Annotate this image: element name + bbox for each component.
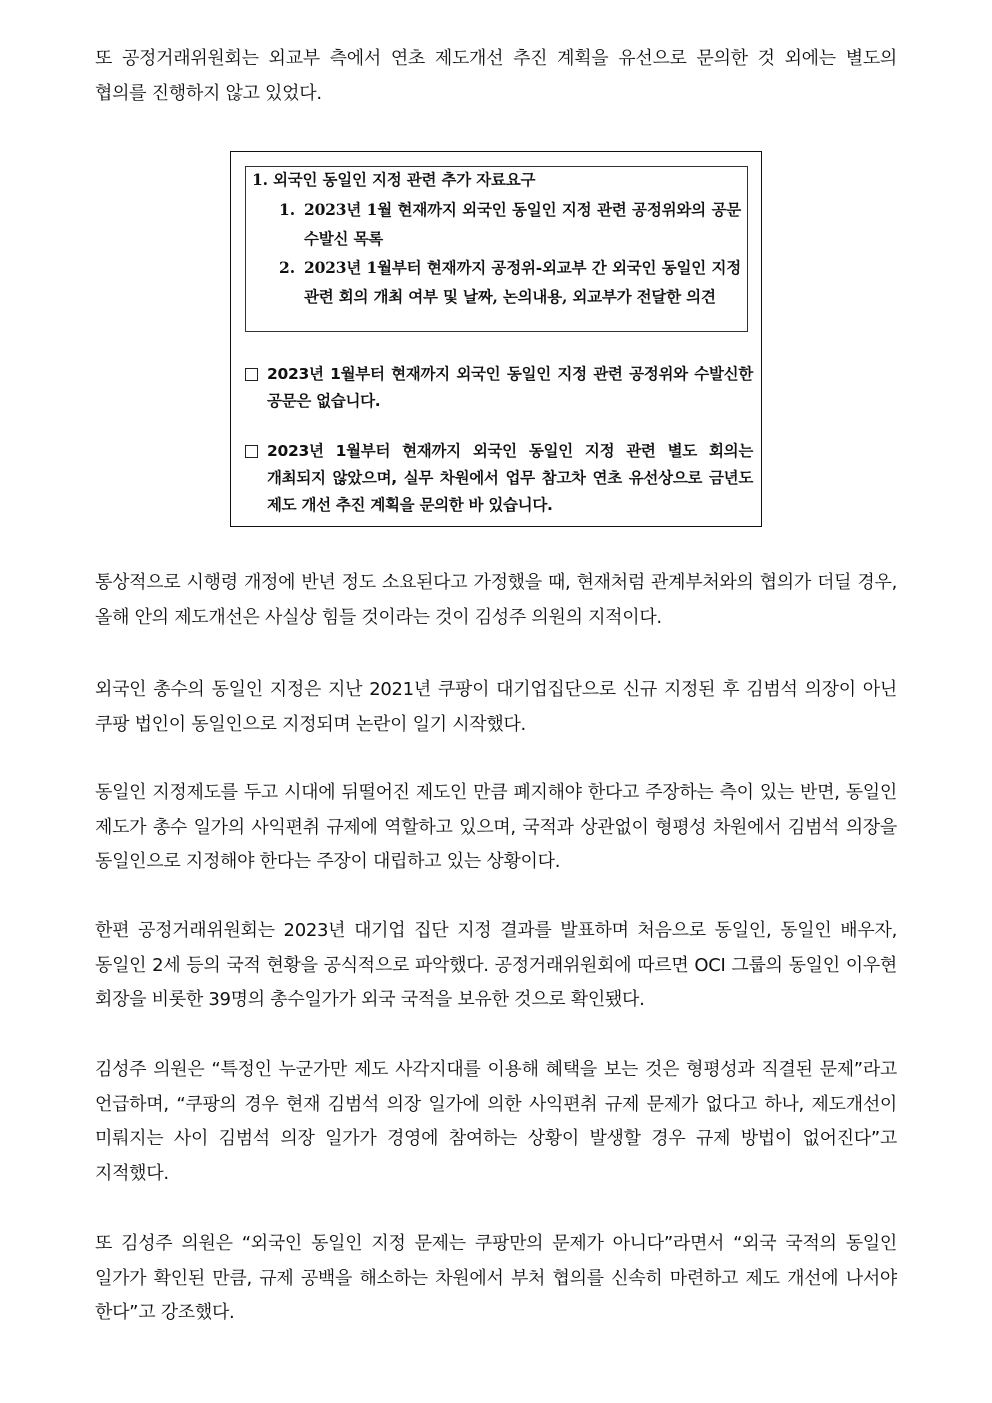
data-request-item-text: 2023년 1월부터 현재까지 공정위-외교부 간 외국인 동일인 지정 관련 회의 개최 여부 및 날짜, 논의내용, 외교부가 전달한 의견	[304, 258, 741, 306]
paragraph-timeline: 통상적으로 시행령 개정에 반년 정도 소요된다고 가정했을 때, 현재처럼 관계부처와의 협의가 더딜 경우, 올해 안의 제도개선은 사실상 힘들 것이라는 것이 김성주 의원의 지적이다.	[95, 572, 897, 628]
checkbox-square-icon	[245, 445, 258, 458]
checkbox-square-icon	[245, 368, 258, 381]
paragraph-intro: 또 공정거래위원회는 외교부 측에서 연초 제도개선 추진 계획을 유선으로 문의한 것 외에는 별도의 협의를 진행하지 않고 있었다.	[95, 48, 897, 104]
data-request-item-number: 2.	[279, 258, 296, 277]
answer-item	[245, 361, 753, 415]
data-request-title: 1. 외국인 동일인 지정 관련 추가 자료요구	[252, 170, 536, 189]
data-request-item	[279, 195, 741, 253]
data-request-item	[279, 253, 741, 311]
answer-text: 2023년 1월부터 현재까지 외국인 동일인 지정 관련 별도 회의는 개최되지 않았으며, 실무 차원에서 업무 참고차 연초 유선상으로 금년도 제도 개선 추진 계획을 문의한 바 있습니다.	[267, 442, 753, 514]
paragraph-quote-urgency: 또 김성주 의원은 “외국인 동일인 지정 문제는 쿠팡만의 문제가 아니다”라면서 “외국 국적의 동일인 일가가 확인된 만큼, 규제 공백을 해소하는 차원에서 부처 협의를 신속히 마련하고 제도 개선에 나서야 한다”고 강조했다.	[95, 1233, 897, 1323]
paragraph-quote-fairness: 김성주 의원은 “특정인 누군가만 제도 사각지대를 이용해 혜택을 보는 것은 형평성과 직결된 문제”라고 언급하며, “쿠팡의 경우 현재 김범석 의장 일가에 의한 사익편취 규제 문제가 없다고 하나, 제도개선이 미뤄지는 사이 김범석 의장 일가가 경영에 참여하는 상황이 발생할 경우 규제 방법이 없어진다”고 지적했다.	[95, 1059, 897, 1184]
paragraph-nationality-survey: 한편 공정거래위원회는 2023년 대기업 집단 지정 결과를 발표하며 처음으로 동일인, 동일인 배우자, 동일인 2세 등의 국적 현황을 공식적으로 파악했다. 공정거래위원회에 따르면 OCI 그룹의 동일인 이우현 회장을 비롯한 39명의 총수일가가 외국 국적을 보유한 것으로 확인됐다.	[95, 920, 897, 1010]
data-request-item-number: 1.	[279, 200, 296, 219]
data-request-item-text: 2023년 1월 현재까지 외국인 동일인 지정 관련 공정위와의 공문 수발신 목록	[304, 200, 741, 248]
paragraph-debate: 동일인 지정제도를 두고 시대에 뒤떨어진 제도인 만큼 폐지해야 한다고 주장하는 측이 있는 반면, 동일인 제도가 총수 일가의 사익편취 규제에 역할하고 있으며, 국적과 상관없이 형평성 차원에서 김범석 의장을 동일인으로 지정해야 한다는 주장이 대립하고 있는 상황이다.	[95, 782, 897, 872]
data-request-box	[245, 166, 748, 332]
answer-text: 2023년 1월부터 현재까지 외국인 동일인 지정 관련 공정위와 수발신한 공문은 없습니다.	[267, 365, 753, 410]
document-excerpt-box	[230, 151, 762, 527]
answer-item	[245, 438, 753, 519]
paragraph-coupang-background: 외국인 총수의 동일인 지정은 지난 2021년 쿠팡이 대기업집단으로 신규 지정된 후 김범석 의장이 아닌 쿠팡 법인이 동일인으로 지정되며 논란이 일기 시작했다.	[95, 679, 897, 735]
